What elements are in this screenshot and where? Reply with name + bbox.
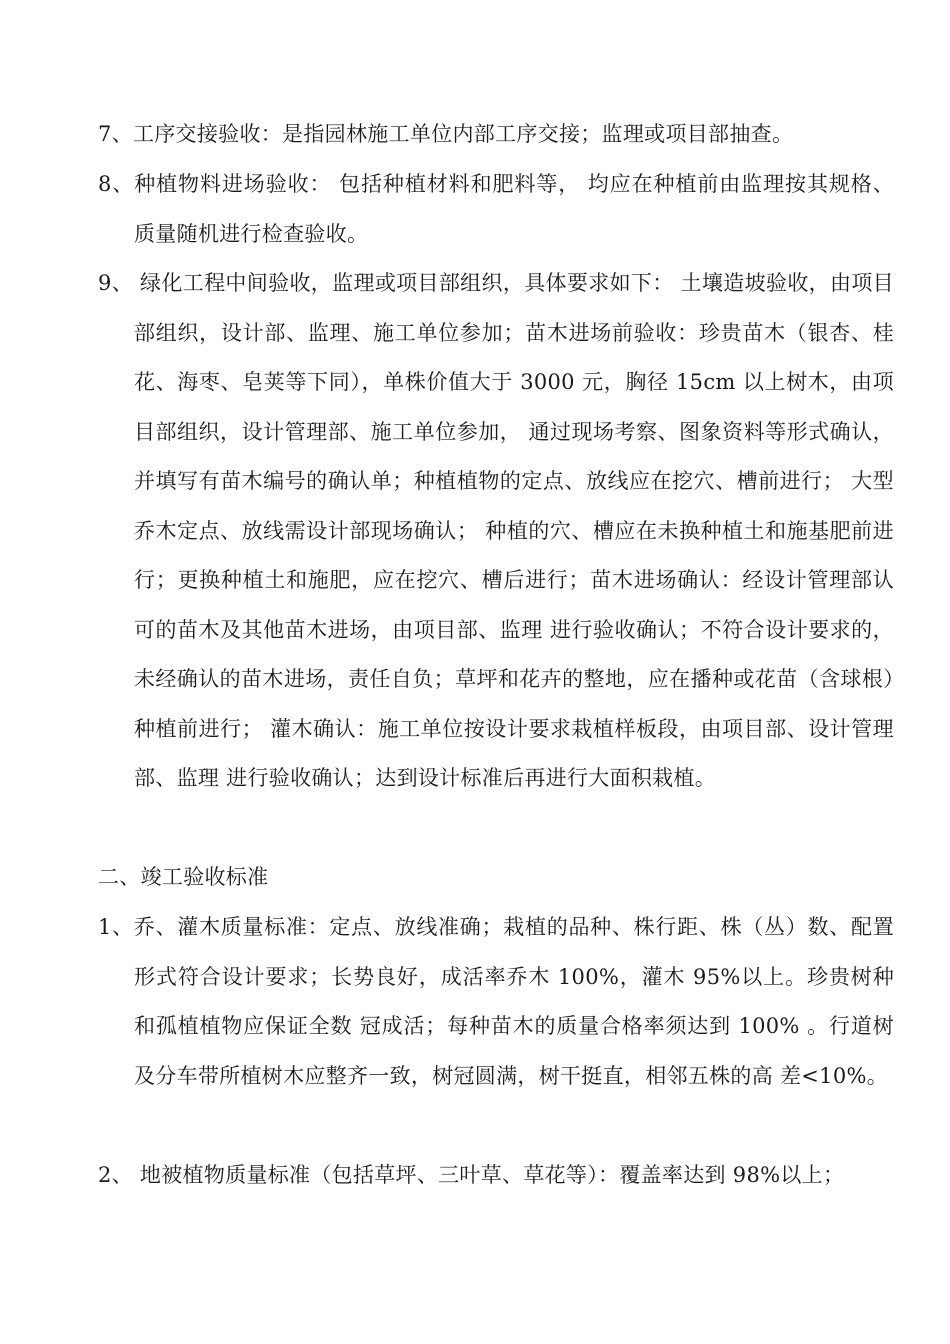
item-9-paragraph: 9、 绿化工程中间验收，监理或项目部组织，具体要求如下： 土壤造坡验收，由项目部组织，设计部、监理、施工单位参加；苗木进场前验收：珍贵苗木（银杏、桂花、海枣、皂荚等下同），单株价值大于 3000 元，胸径 15cm 以上树木，由项目部组织，设计管理部、施工单位参加， 通过现场考察、图象资料等形式确认，并填写有苗木编号的确认单；种植植物的定点、放线应在挖穴、槽前进行； 大型乔木定点、放线需设计部现场确认； 种植的穴、槽应在未换种植土和施基肥前进行；更换种植土和施肥，应在挖穴、槽后进行；苗木进场确认：经设计管理部认可的苗木及其他苗木进场，由项目部、监理 进行验收确认；不符合设计要求的，未经确认的苗木进场，责任自负；草坪和花卉的整地，应在播种或花苗（含球根）种植前进行； 灌木确认：施工单位按设计要求栽植样板段，由项目部、设计管理部、监理 进行验收确认；达到设计标准后再进行大面积栽植。 [98, 271, 894, 790]
section-heading: 二、竣工验收标准 [98, 865, 269, 889]
standard-2-paragraph: 2、 地被植物质量标准（包括草坪、三叶草、草花等）：覆盖率达到 98%以上； [98, 1163, 845, 1187]
item-8-paragraph: 8、种植物料进场验收： 包括种植材料和肥料等， 均应在种植前由监理按其规格、 质量随机进行检查验收。 [98, 172, 894, 246]
item-7-paragraph: 7、工序交接验收：是指园林施工单位内部工序交接；监理或项目部抽查。 [98, 122, 794, 146]
standard-1-paragraph: 1、乔、灌木质量标准：定点、放线准确；栽植的品种、株行距、株（丛）数、配置形式符合设计要求；长势良好，成活率乔木 100%，灌木 95%以上。珍贵树种和孤植植物应保证全数 冠成活；每种苗木的质量合格率须达到 100% 。行道树及分车带所植树木应整齐一致，树冠圆满，树干挺直，相邻五株的高 差<10%。 [98, 915, 894, 1088]
